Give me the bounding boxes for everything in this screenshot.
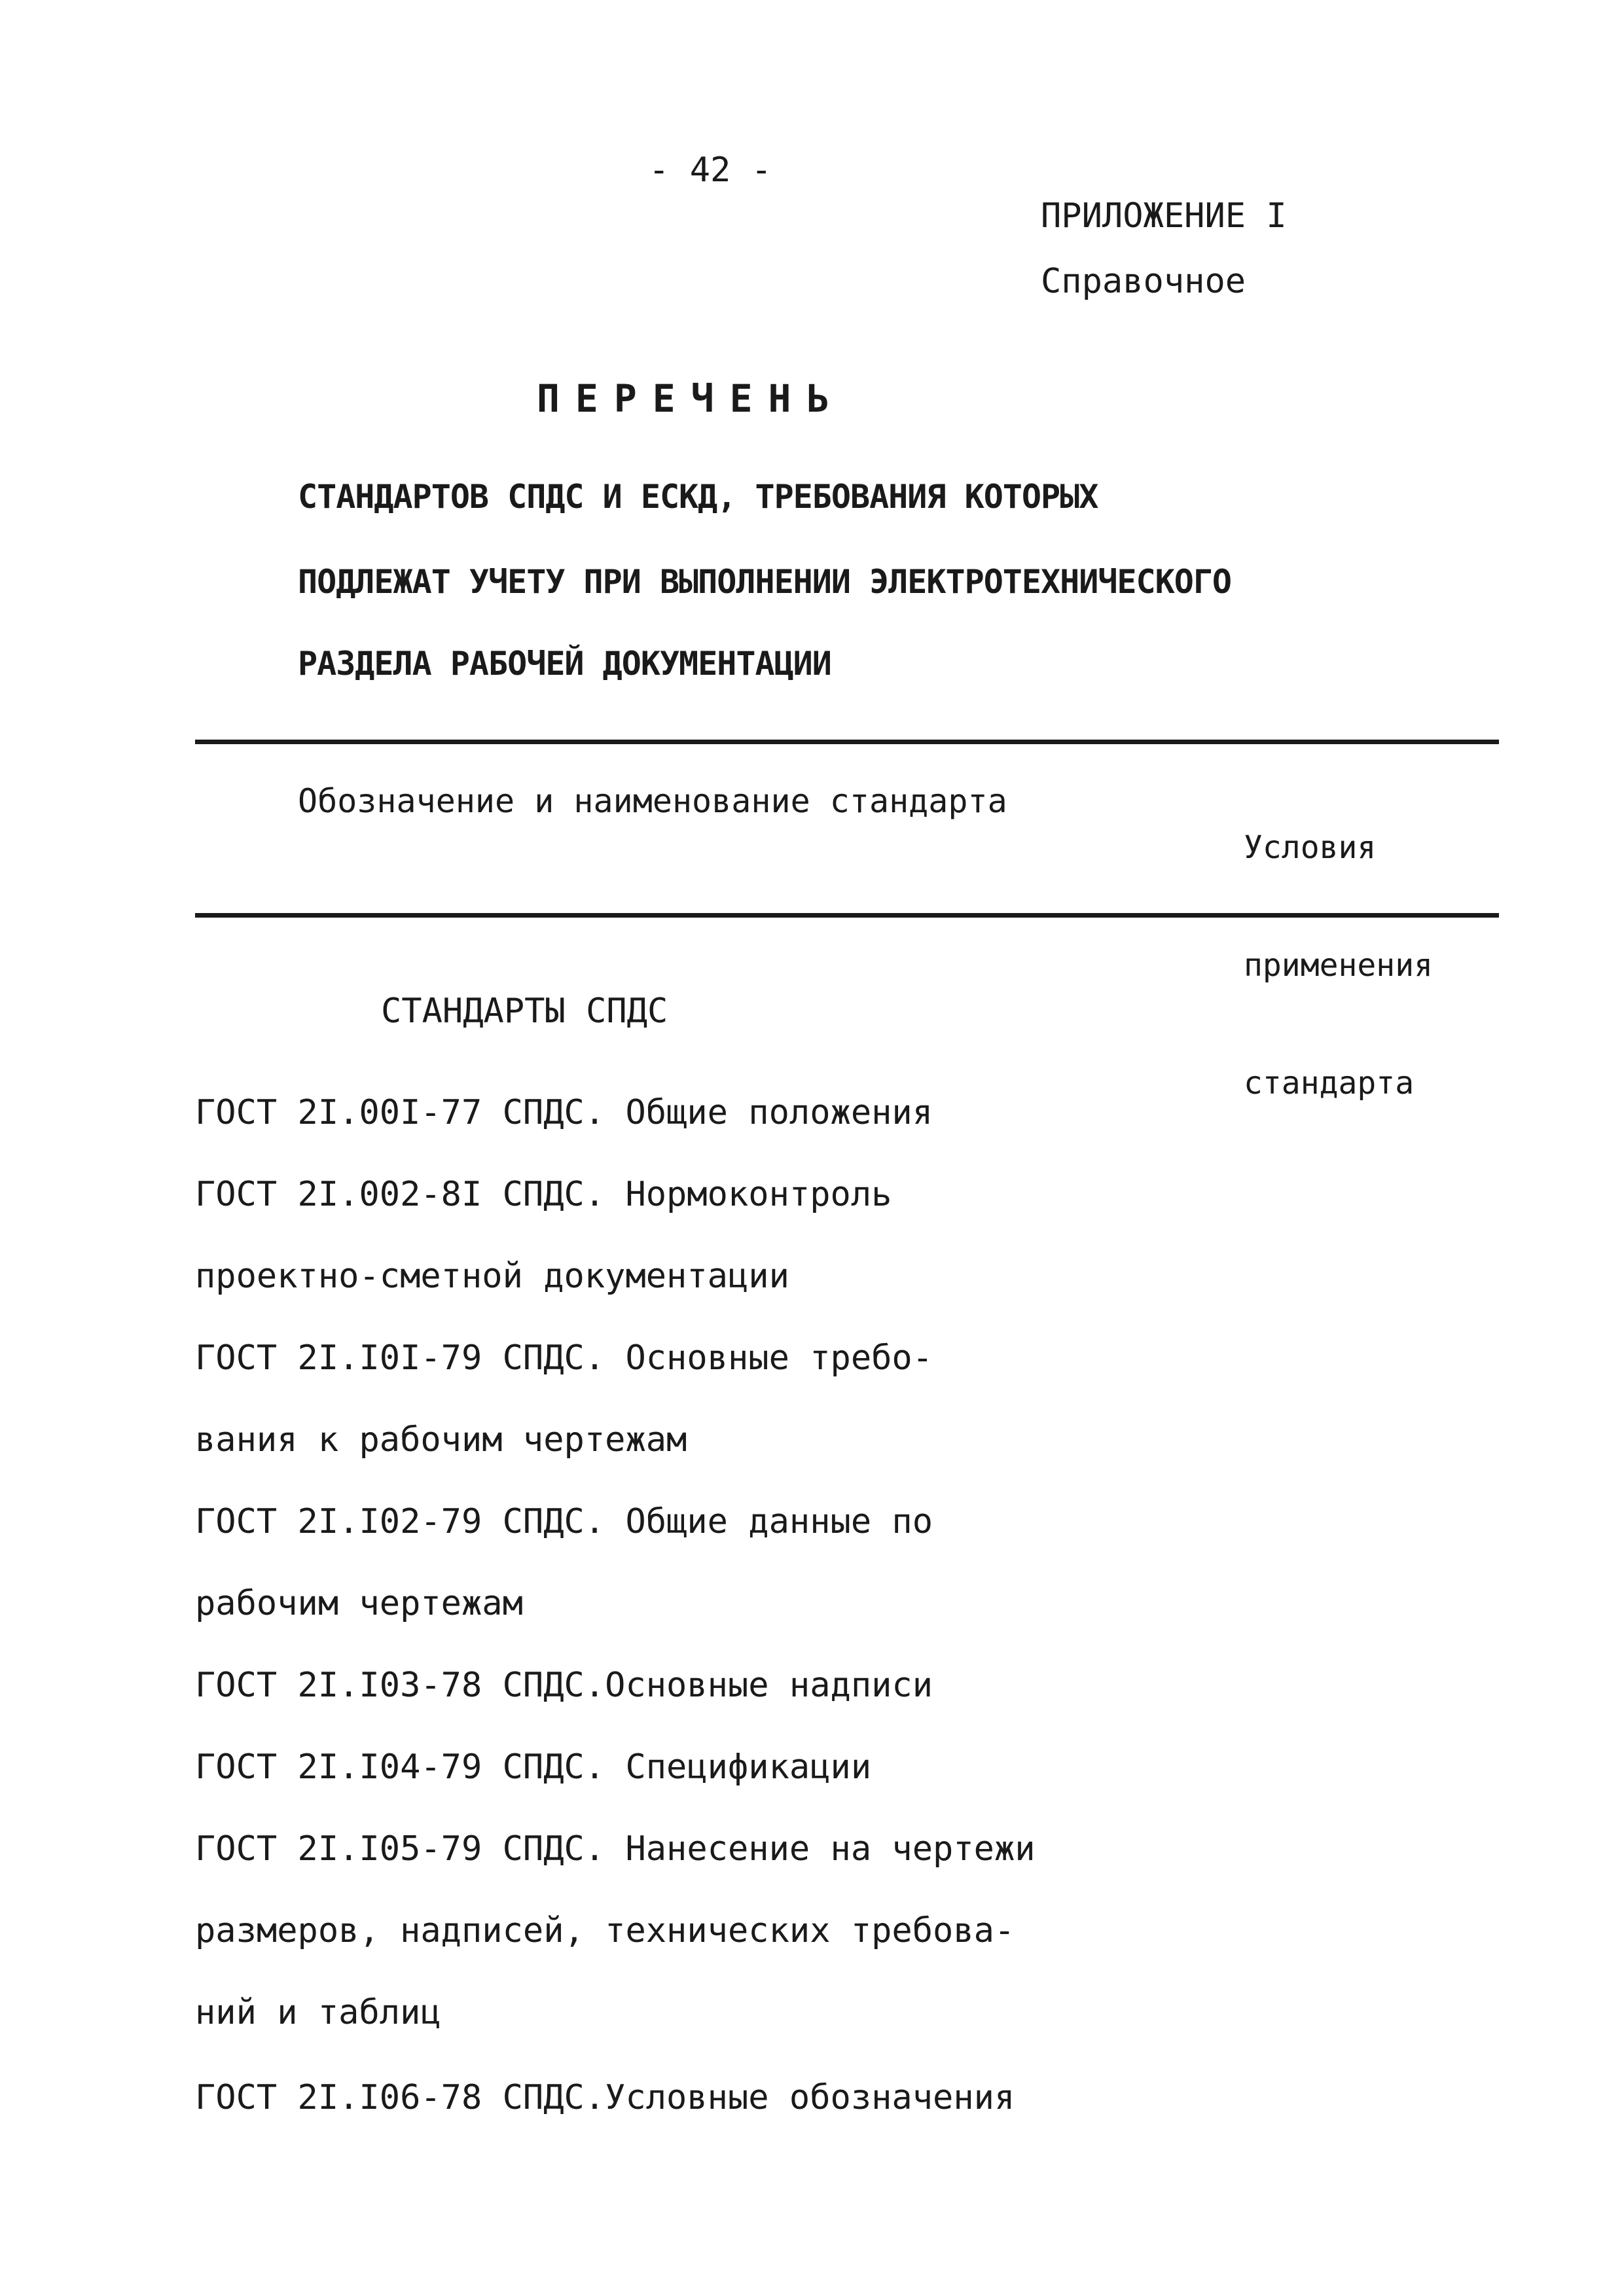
list-line: ГОСТ 2I.002-8I СПДС. Нормоконтроль [195, 1175, 892, 1214]
list-line: ГОСТ 2I.I04-79 СПДС. Спецификации [195, 1748, 872, 1787]
table-header-bottom-rule [195, 913, 1499, 918]
list-line: ГОСТ 2I.I05-79 СПДС. Нанесение на чертежи [195, 1829, 1036, 1869]
column-header-conditions-line-1: Условия [1244, 829, 1377, 866]
column-header-conditions [1244, 749, 1433, 1142]
list-line: ГОСТ 2I.I0I-79 СПДС. Основные требо- [195, 1338, 933, 1378]
list-line: ГОСТ 2I.I02-79 СПДС. Общие данные по [195, 1502, 933, 1541]
list-line: размеров, надписей, технических требова- [195, 1911, 1015, 1950]
subtitle-line-1: СТАНДАРТОВ СПДС И ЕСКД, ТРЕБОВАНИЯ КОТОРЫХ [298, 478, 1098, 516]
document-title: ПЕРЕЧЕНЬ [537, 376, 846, 421]
appendix-type: Справочное [1041, 262, 1246, 301]
list-line: ГОСТ 2I.I06-78 СПДС.Условные обозначения [195, 2078, 1015, 2117]
list-line: вания к рабочим чертежам [195, 1420, 687, 1460]
appendix-label: ПРИЛОЖЕНИЕ I [1041, 196, 1287, 236]
column-header-designation: Обозначение и наименование стандарта [298, 782, 1007, 820]
page-number: - 42 - [649, 151, 772, 190]
subtitle-line-3: РАЗДЕЛА РАБОЧЕЙ ДОКУМЕНТАЦИИ [298, 645, 831, 683]
list-line: ний и таблиц [195, 1993, 441, 2032]
table-header-top-rule [195, 740, 1499, 744]
column-header-conditions-line-2: применения [1244, 947, 1433, 984]
subtitle-line-2: ПОДЛЕЖАТ УЧЕТУ ПРИ ВЫПОЛНЕНИИ ЭЛЕКТРОТЕХНИЧЕСКОГО [298, 563, 1232, 601]
list-line: рабочим чертежам [195, 1584, 523, 1623]
list-line: проектно-сметной документации [195, 1257, 789, 1296]
list-line: ГОСТ 2I.00I-77 СПДС. Общие положения [195, 1093, 933, 1132]
section-heading: СТАНДАРТЫ СПДС [381, 992, 668, 1031]
column-header-conditions-line-3: стандарта [1244, 1065, 1415, 1102]
list-line: ГОСТ 2I.I03-78 СПДС.Основные надписи [195, 1666, 933, 1705]
